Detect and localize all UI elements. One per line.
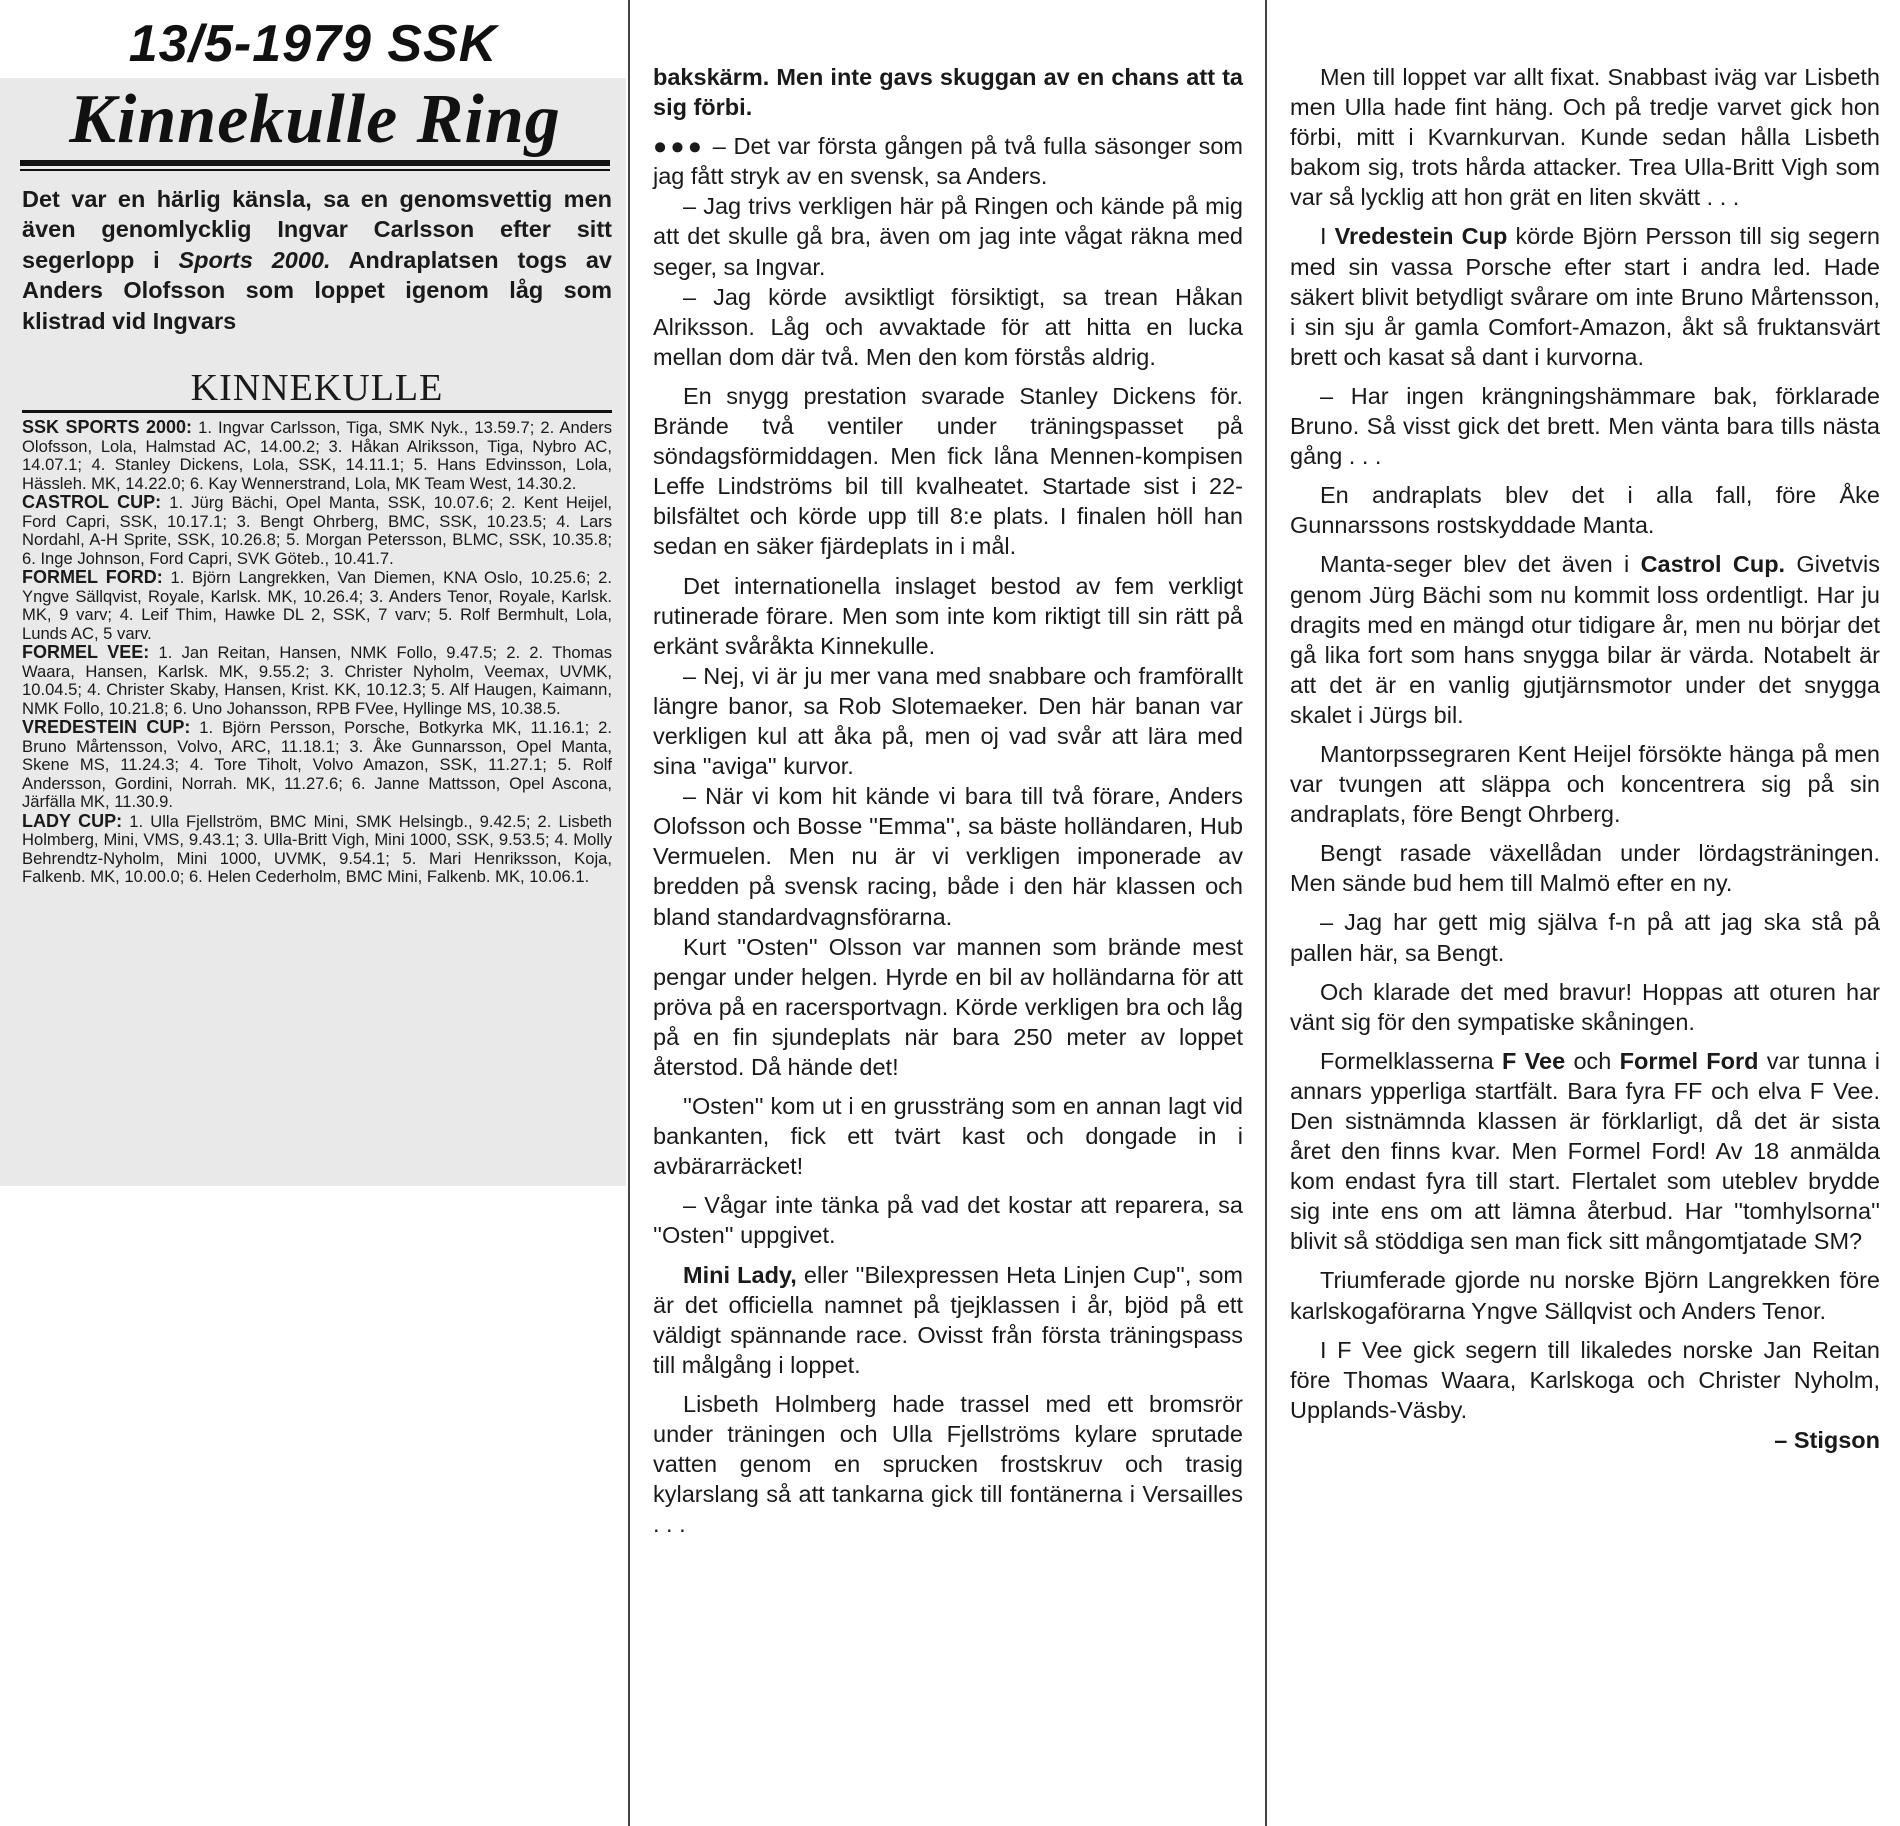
column-lead: bakskärm. Men inte gavs skuggan av en chans att ta sig förbi. [653, 64, 1243, 121]
paragraph: En andraplats blev det i alla fall, före Åke Gunnarssons rostskyddade Manta. [1290, 482, 1880, 539]
paragraph-text: körde Björn Persson till sig segern med sin vassa Porsche efter start i andra led. Hade säkert blivit betydligt svårare om inte Bruno Mårtensson, i sin sju år gamla Comfort-Amazon, åkt så fruktansvärt brett och kasat så dant i kurvorna. [1290, 223, 1880, 370]
paragraph [1290, 1046, 1880, 1257]
paragraph: Triumferade gjorde nu norske Björn Langrekken före karlskogaförarna Yngve Sällqvist och Anders Tenor. [1290, 1267, 1880, 1324]
article-column-3 [1290, 62, 1880, 1455]
class-name: Formel Ford [1619, 1047, 1759, 1074]
paragraph: – Har ingen krängningshämmare bak, förklarade Bruno. Så visst gick det brett. Men vänta bara tills nästa gång . . . [1290, 382, 1880, 470]
paragraph-text: var tunna i annars ypperliga startfält. Bara fyra FF och elva F Vee. Den sistnämnda klassen är förklarligt, då det är sista året den finns kvar. Men Formel Ford! Av 18 anmälda kom endast fyra till start. Flertalet som uteblev brydde sig inte ens om att lämna återbud. Har ''tomhylsorna'' blivit så stöddiga sen man fick sitt mångomtjatade SM? [1290, 1047, 1880, 1255]
paragraph [653, 1260, 1243, 1380]
result-entries: 1. Jürg Bächi, Opel Manta, SSK, 10.07.6; 2. Kent Heijel, Ford Capri, SSK, 10.17.1; 3. Bengt Ohrberg, BMC, SSK, 10.23.5; 4. Lars Nordahl, A-H Sprite, SSK, 10.26.8; 5. Morgan Petersson, BLMC, SSK, 10.35.8; 6. Inge Johnson, Ford Capri, SVK Göteb., 10.41.7. [22, 493, 612, 568]
result-class-label: LADY CUP: [22, 810, 123, 831]
paragraph: Lisbeth Holmberg hade trassel med ett bromsrör under träningen och Ulla Fjellströms kylare sprutade vatten genom en sprucken frostskruv och trasig kylarslang så att tankarna gick till fontänerna i Versailles . . . [653, 1390, 1243, 1538]
paragraph: – Jag trivs verkligen här på Ringen och kände på mig att det skulle gå bra, även om jag inte vågat räkna med seger, sa Ingvar. [653, 193, 1243, 280]
column-divider-2 [1265, 0, 1267, 1826]
paragraph: – När vi kom hit kände vi bara till två förare, Anders Olofsson och Bosse ''Emma'', sa bäste holländaren, Hub Vermuelen. Men nu är vi verkligen imponerade av bredden på svensk racing, både i den här klassen och bland standardvagnsförarna. [653, 783, 1243, 930]
masthead-rule-thin [20, 169, 610, 171]
intro-class-name: Sports 2000. [178, 246, 331, 273]
result-entries: 1. Björn Langrekken, Van Diemen, KNA Oslo, 10.25.6; 2. Yngve Sällqvist, Royale, Karlsk. MK, 10.26.4; 3. Anders Tenor, Royale, Karlsk. MK, 9 varv; 4. Leif Thim, Hawke DL 2, SSK, 7 varv; 5. Rolf Bermhult, Lola, Lunds AC, 5 varv. [22, 568, 612, 643]
paragraph-text: Givetvis genom Jürg Bächi som nu kommit loss ordentligt. Har ju dragits med en mängd otur tidigare år, men nu börjar det gå lika fort som hans snygga bilar är värda. Notabelt är att det är en vanlig gjutjärnsmotor under det snygga skalet i Jürgs bil. [1290, 551, 1880, 728]
result-section [22, 418, 612, 493]
paragraph: Bengt rasade växellådan under lördagsträningen. Men sände bud hem till Malmö efter en ny. [1290, 840, 1880, 897]
masthead-rule [20, 160, 610, 166]
result-class-label: FORMEL VEE: [22, 642, 150, 662]
paragraph: – Jag körde avsiktligt försiktigt, sa trean Håkan Alriksson. Låg och avvaktade för att hitta en lucka mellan dom där två. Men den kom förstås aldrig. [653, 283, 1243, 370]
result-section [22, 718, 612, 812]
paragraph: – Nej, vi är ju mer vana med snabbare och framförallt längre banor, sa Rob Slotemaeker. Den här banan var verkligen kul att åka på, men oj vad svår att lära med sina ''aviga'' kurvor. [653, 662, 1243, 780]
paragraph: – Vågar inte tänka på vad det kostar att reparera, sa ''Osten'' uppgivet. [653, 1192, 1243, 1249]
paragraph-text: Formelklasserna [1320, 1047, 1502, 1074]
column-divider-1 [628, 0, 630, 1826]
result-class-label: VREDESTEIN CUP: [22, 717, 191, 737]
paragraph [653, 131, 1243, 191]
date-line: 13/5-1979 SSK [128, 15, 498, 73]
article-masthead: Kinnekulle Ring [69, 81, 561, 158]
paragraph-text: eller ''Bilexpressen Heta Linjen Cup'', som är det officiella namnet på tjejklassen i år, bjöd på ett väldigt spännande race. Ovisst från första träningspass till målgång i loppet. [653, 1261, 1243, 1378]
results-list [22, 418, 612, 887]
paragraph: En snygg prestation svarade Stanley Dickens för. Brände två ventiler under träningspasset på söndagsförmiddagen. Men fick låna Mennen-kompisen Leffe Lindströms bil till kvalheatet. Startade sist i 22-bilsfältet och körde upp till 8:e plats. I finalen höll han sedan en säker fjärdeplats in i mål. [653, 382, 1243, 560]
article-intro [22, 184, 612, 336]
class-name: Mini Lady, [683, 1261, 797, 1288]
intro-text-b: Andraplatsen togs av Anders Olofsson som loppet igenom låg som klistrad vid Ingvars [22, 246, 612, 334]
paragraph-text: Manta-seger blev det även i [1320, 551, 1641, 578]
paragraph [1290, 549, 1880, 730]
paragraph-text: I [1320, 223, 1335, 250]
result-section [22, 812, 612, 887]
result-entries: 1. Ulla Fjellström, BMC Mini, SMK Helsingb., 9.42.5; 2. Lisbeth Holmberg, Mini, VMS, 9.43.1; 3. Ulla-Britt Vigh, Mini 1000, SSK, 9.53.5; 4. Molly Behrendtz-Nyholm, Mini 1000, UVMK, 9.54.1; 5. Mari Henriksson, Koja, Falkenb. MK, 10.00.0; 6. Helen Cederholm, BMC Mini, Falkenb. MK, 10.06.1. [22, 811, 612, 886]
paragraph: – Jag har gett mig själva f-n på att jag ska stå på pallen här, sa Bengt. [1290, 909, 1880, 966]
result-section [22, 568, 612, 643]
result-section [22, 493, 612, 568]
paragraph: Det internationella inslaget bestod av fem verkligt rutinerade förare. Men som inte kom riktigt till sin rätt på erkänt svåråkta Kinnekulle. [653, 572, 1243, 659]
result-entries: 1. Jan Reitan, Hansen, NMK Follo, 9.47.5; 2. 2. Thomas Waara, Hansen, Karlsk. MK, 9.55.2; 3. Christer Nyholm, Veemax, UVMK, 10.04.5; 4. Christer Skaby, Hansen, Krist. KK, 10.12.3; 5. Alf Haugen, Kaimann, NMK Follo, 10.21.8; 6. Uno Johansson, RPB FVee, Hyllinge MS, 10.38.5. [22, 643, 612, 718]
byline-signature: – Stigson [1774, 1426, 1880, 1453]
intro-text-a: Det var en härlig känsla, sa en genomsvettig men även genomlycklig Ingvar Carlsson efter sitt segerlopp i [22, 186, 612, 273]
result-section [22, 643, 612, 718]
paragraph-text: – Det var första gången på två fulla säsonger som jag fått stryk av en svensk, sa Anders. [653, 133, 1243, 190]
results-title-rule [22, 410, 612, 413]
results-title: KINNEKULLE [190, 367, 444, 409]
result-entries: 1. Björn Persson, Porsche, Botkyrka MK, 11.16.1; 2. Bruno Mårtensson, Volvo, ARC, 11.18.1; 3. Åke Gunnarsson, Opel Manta, Skene MS, 11.24.3; 4. Tore Tiholt, Volvo Amazon, SSK, 11.27.1; 5. Rolf Andersson, Gordini, Norrah. MK, 11.27.6; 6. Janne Mattsson, Opel Ascona, Järfälla MK, 11.30.9. [22, 718, 613, 811]
result-class-label: CASTROL CUP: [22, 492, 162, 512]
result-class-label: SSK SPORTS 2000: [22, 417, 193, 437]
paragraph-text: och [1565, 1047, 1620, 1074]
paragraph: Och klarade det med bravur! Hoppas att oturen har vänt sig för den sympatiske skåningen. [1290, 978, 1880, 1035]
result-entries: 1. Ingvar Carlsson, Tiga, SMK Nyk., 13.59.7; 2. Anders Olofsson, Lola, Halmstad AC, 14.00.2; 3. Håkan Alriksson, Tiga, Nybro AC, 14.07.1; 4. Stanley Dickens, Lola, SSK, 14.11.1; 5. Hans Edvinsson, Lola, Hässleh. MK, 14.22.0; 6. Kay Wennerstrand, Lola, MK Team West, 14.30.2. [22, 418, 613, 493]
paragraph: Mantorpssegraren Kent Heijel försökte hänga på men var tvungen att släppa och koncentrera sig på sin andraplats, före Bengt Ohrberg. [1290, 740, 1880, 828]
paragraph: ''Osten'' kom ut i en grussträng som en annan lagt vid bankanten, fick ett tvärt kast och dongade in i avbärarräcket! [653, 1093, 1243, 1180]
paragraph [1290, 221, 1880, 371]
class-name: F Vee [1501, 1047, 1566, 1074]
paragraph: Kurt ''Osten'' Olsson var mannen som brände mest pengar under helgen. Hyrde en bil av holländarna för att pröva på en racersportvagn. Körde verkligen bra och låg på en fin sjundeplats när bara 250 meter av loppet återstod. Då hände det! [653, 933, 1243, 1080]
class-name: Castrol Cup. [1640, 551, 1786, 578]
result-class-label: FORMEL FORD: [22, 567, 163, 587]
bullet-dots: ●●● [653, 133, 706, 160]
paragraph: I F Vee gick segern till likaledes norske Jan Reitan före Thomas Waara, Karlskoga och Christer Nyholm, Upplands-Väsby. [1290, 1336, 1880, 1423]
paragraph: Men till loppet var allt fixat. Snabbast iväg var Lisbeth men Ulla hade fint häng. Och på tredje varvet gick hon förbi, mitt i Kvarnkurvan. Kunde sedan hålla Lisbeth bakom sig, trots hårda attacker. Trea Ulla-Britt Vigh som var så lycklig att hon grät en liten skvätt . . . [1290, 64, 1880, 211]
class-name: Vredestein Cup [1334, 223, 1508, 250]
article-column-2 [653, 62, 1243, 1539]
